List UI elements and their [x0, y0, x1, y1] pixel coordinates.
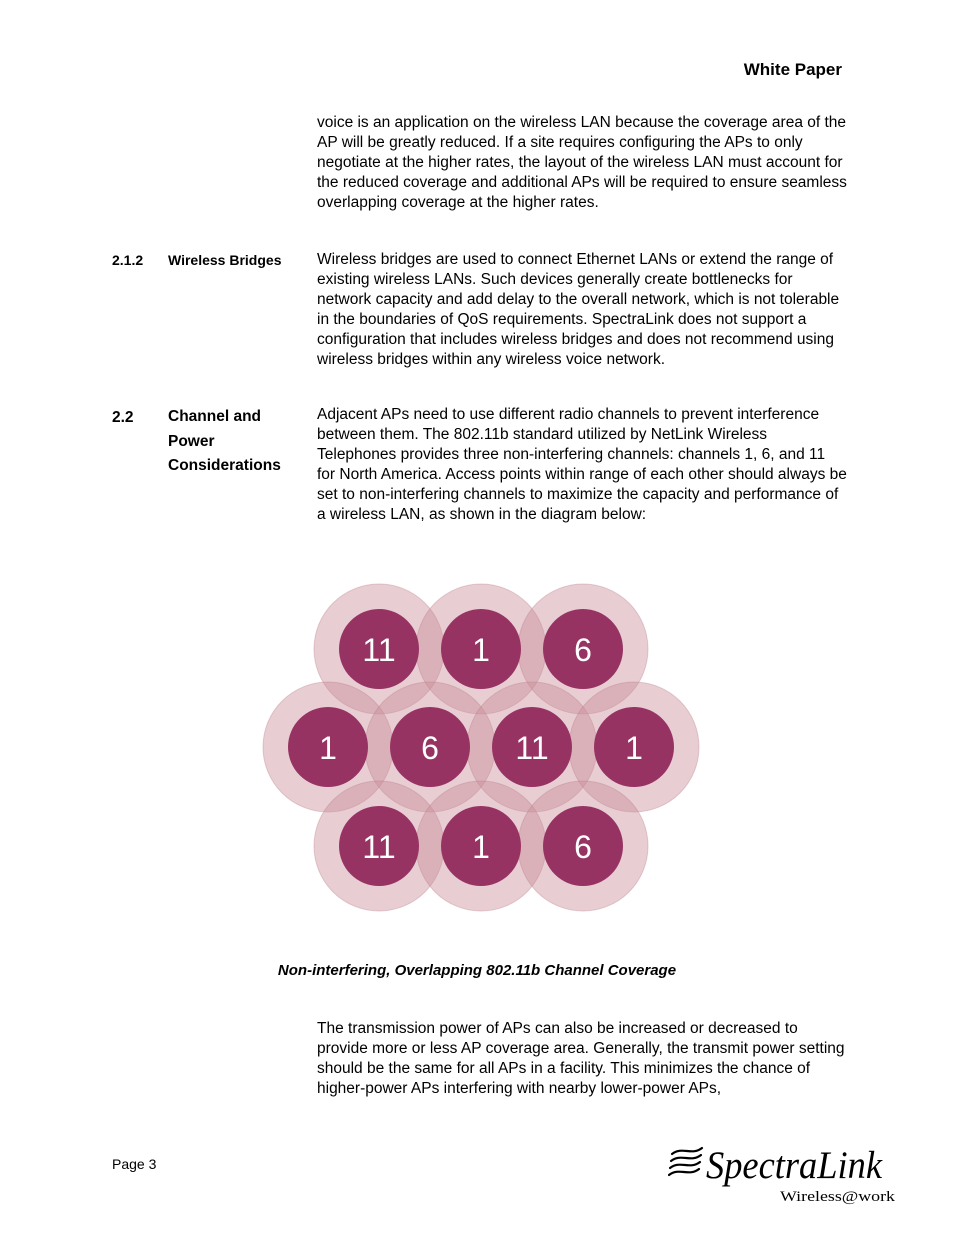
section-title: Channel and Power Considerations: [168, 408, 281, 474]
channel-label: 11: [515, 730, 549, 766]
channel-label: 6: [574, 632, 592, 668]
page-header-title: White Paper: [743, 60, 842, 79]
diagram-caption: Non-interfering, Overlapping 802.11b Channel Coverage: [277, 962, 677, 979]
closing-paragraph: The transmission power of APs can also be increased or decreased to provide more or less AP coverage area. Generally, the transmit power setting should be the same for all APs in a facility. This minimizes the chance of higher-power APs interfering with nearby lower-power APs,: [317, 1020, 845, 1097]
section-number: 2.1.2: [112, 252, 144, 268]
logo-wave-icon: [669, 1148, 702, 1175]
svg-text:SpectraLink: SpectraLink: [706, 1144, 883, 1187]
channel-label: 6: [574, 829, 592, 865]
channel-label: 1: [625, 730, 643, 766]
intro-paragraph: voice is an application on the wireless LAN because the coverage area of the AP will be greatly reduced. If a site requires configuring the APs to only negotiate at the higher rates, the layout of the wireless LAN must account for the reduced coverage and additional APs will be required to ensure seamless overlapping coverage at the higher rates.: [317, 114, 847, 211]
channel-label: 1: [472, 632, 490, 668]
channel-label: 11: [362, 829, 396, 865]
page-number: Page 3: [112, 1156, 157, 1172]
channel-label: 6: [421, 730, 439, 766]
section-body: Adjacent APs need to use different radio channels to prevent interference between them. The 802.11b standard utilized by NetLink Wireless Telephones provides three non-interfering channels: channels 1, 6, and 11 for North America. Access points within range of each other should always be set to non-interfering channels to maximize the capacity and performance of a wireless LAN, as shown in the diagram below:: [317, 406, 847, 523]
section-title: Wireless Bridges: [168, 252, 282, 268]
spectralink-logo: [668, 1140, 904, 1206]
section-number: 2.2: [112, 409, 134, 426]
section-body: Wireless bridges are used to connect Ethernet LANs or extend the range of existing wireless LANs. Such devices generally create bottlenecks for network capacity and add delay to the overall network, which is not tolerable in the boundaries of QoS requirements. SpectraLink does not support a configuration that includes wireless bridges and does not recommend using wireless bridges within any wireless voice network.: [317, 251, 840, 368]
channel-coverage-diagram: [258, 583, 700, 913]
channel-label: 11: [362, 632, 396, 668]
channel-label: 1: [319, 730, 337, 766]
svg-text:Wireless@work: Wireless@work: [780, 1189, 896, 1205]
channel-label: 1: [472, 829, 490, 865]
